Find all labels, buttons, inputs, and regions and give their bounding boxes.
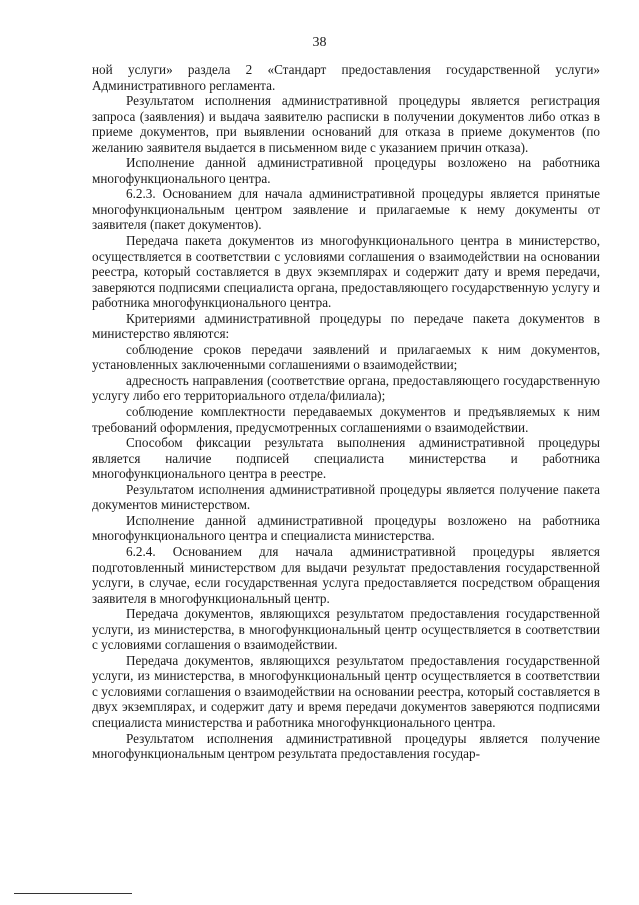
paragraph: Передача документов, являющихся результатом предоставления государственной услуги, из министерства, в многофункциональный центр осуществляется в соответствии с условиями соглашения о взаимодействии на основании реестра, который составляется в двух экземплярах, и содержит дату и время передачи документов заверяются подписями специалиста министерства и работника многофункционального центра.: [92, 652, 600, 730]
paragraph: Результатом исполнения административной процедуры является получение пакета документов министерством.: [92, 481, 600, 513]
paragraph: Передача документов, являющихся результатом предоставления государственной услуги, из министерства, в многофункциональный центр осуществляется в соответствии с условиями соглашения о взаимодействии.: [92, 606, 600, 653]
paragraph: адресность направления (соответствие органа, предоставляющего государственную услугу либо его территориального отдела/филиала);: [92, 372, 600, 404]
paragraph: соблюдение сроков передачи заявлений и прилагаемых к ним документов, установленных заключенными соглашениями о взаимодействии;: [92, 341, 600, 373]
paragraph: соблюдение комплектности передаваемых документов и предъявляемых к ним требований оформления, предусмотренных соглашениями о взаимодействии.: [92, 404, 600, 435]
paragraph: Исполнение данной административной процедуры возложено на работника многофункционального центра и специалиста министерства.: [92, 512, 600, 544]
paragraph: Результатом исполнения административной процедуры является регистрация запроса (заявления) и выдача заявителю расписки в получении документов либо отказ в приеме документов, при выявлении оснований для отказа в приеме документов (по желанию заявителя выдается в письменном виде с указанием причин отказа).: [92, 93, 600, 155]
paragraph: Передача пакета документов из многофункционального центра в министерство, осуществляется в соответствии с условиями соглашения о взаимодействии на основании реестра, который составляется в двух экземплярах и содержит дату и время передачи, заверяются подписями специалиста органа, предоставляющего государственную услугу и работника многофункционального центра.: [92, 233, 600, 311]
page-number: 38: [312, 35, 327, 50]
paragraph: Результатом исполнения административной процедуры является получение многофункциональным центром результата предоставления государ-: [92, 730, 600, 762]
paragraph: Критериями административной процедуры по передаче пакета документов в министерство являются:: [92, 310, 600, 342]
body-text: [92, 62, 600, 762]
paragraph: Исполнение данной административной процедуры возложено на работника многофункционального центра.: [92, 155, 600, 186]
footnote-rule: [14, 893, 132, 894]
paragraph: 6.2.4. Основанием для начала административной процедуры является подготовленный министерством для выдачи результат предоставления государственной услуги, в случае, если государственная услуга предоставляется посредством обращения заявителя в многофункциональный центр.: [92, 543, 600, 606]
paragraph: Способом фиксации результата выполнения административной процедуры является наличие подписей специалиста министерства и работника многофункционального центра в реестре.: [92, 435, 600, 482]
paragraph: 6.2.3. Основанием для начала административной процедуры является принятые многофункциональным центром заявление и прилагаемые к нему документы от заявителя (пакет документов).: [92, 186, 600, 233]
paragraph: ной услуги» раздела 2 «Стандарт предоставления государственной услуги» Административного регламента.: [92, 62, 600, 93]
